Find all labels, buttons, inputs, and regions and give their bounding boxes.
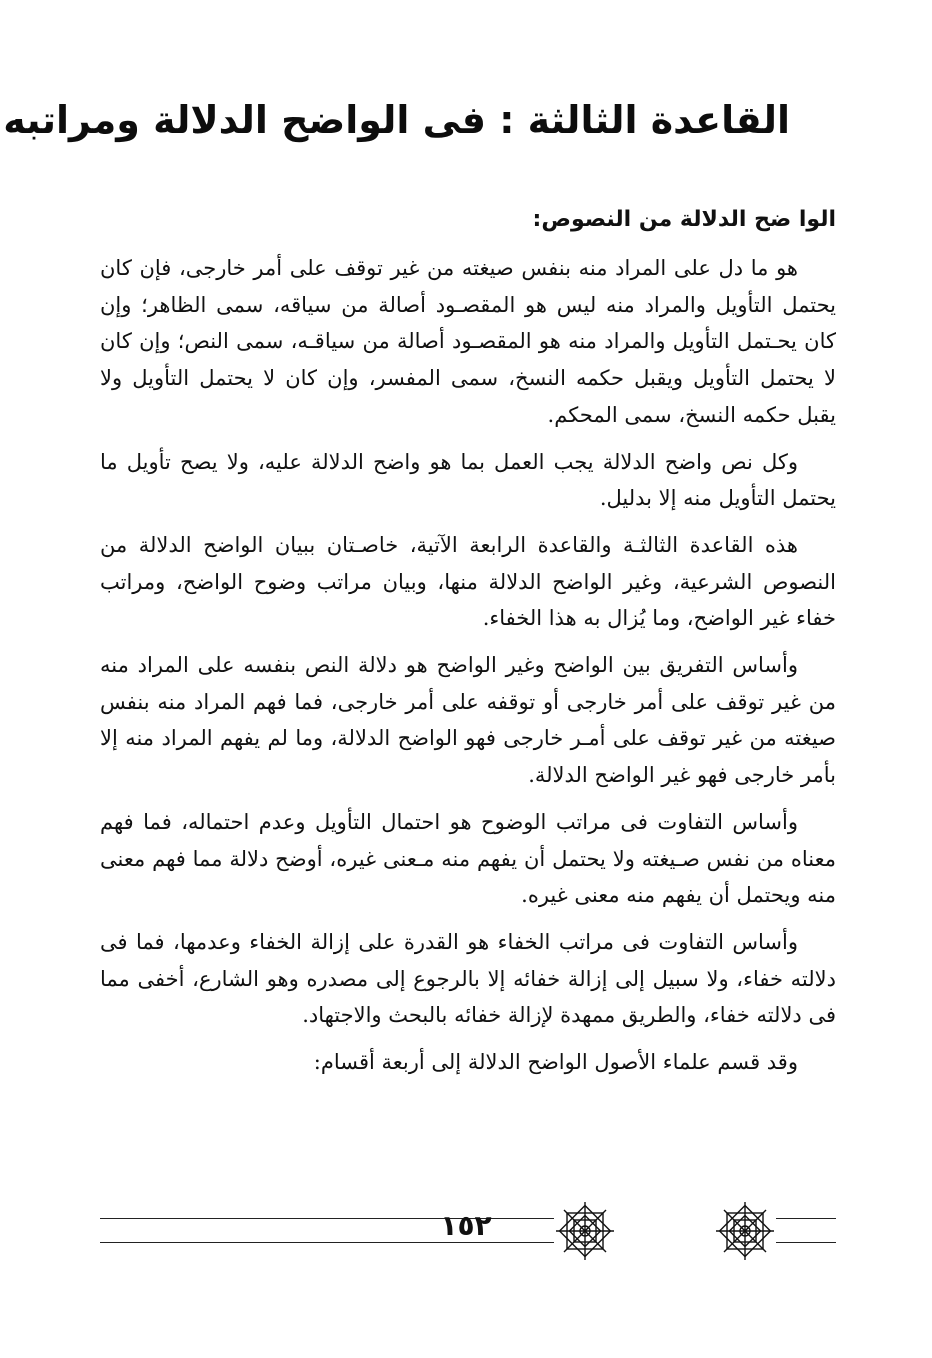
page-footer: [96, 1196, 838, 1256]
footer-rule-right-bottom: [776, 1242, 836, 1243]
eight-point-star-ornament-icon: [554, 1200, 616, 1262]
footer-rule-left-bottom: [100, 1242, 554, 1243]
section-subheading: الوا ضح الدلالة من النصوص:: [532, 207, 836, 232]
chapter-title: القاعدة الثالثة : فى الواضح الدلالة ومراتبه: [3, 98, 790, 142]
paragraph-5: وأساس التفاوت فى مراتب الوضوح هو احتمال التأويل وعدم احتماله، فما فهم معناه من نفس صـيغته ولا يحتمل أن يفهم منه مـعنى غيره، أوضح دلالة مما فهم معنى منه ويحتمل أن يفهم منه معنى غيره.: [100, 809, 836, 908]
eight-point-star-ornament-icon: [714, 1200, 776, 1262]
paragraph-6: وأساس التفاوت فى مراتب الخفاء هو القدرة على إزالة الخفاء وعدمها، فما فى دلالته خفاء، ولا سبيل إلى إزالة خفائه إلا بالرجوع إلى مصدره وهو الشارع، أخفى مما فى دلالته خفاء، والطريق ممهدة لإزالة خفائه بالبحث والاجتهاد.: [100, 929, 836, 1028]
page-number: ١٥٢: [440, 1209, 492, 1242]
paragraph-2: وكل نص واضح الدلالة يجب العمل بما هو واضح الدلالة عليه، ولا يصح تأويل ما يحتمل التأويل منه إلا بدليل.: [100, 449, 836, 511]
paragraph-4: وأساس التفريق بين الواضح وغير الواضح هو دلالة النص بنفسه على المراد منه من غير توقف على أمر خارجى أو توقفه على أمر خارجى، فما فهم المراد منه بنفس صيغته من غير توقف على أمـر خارجى فهو الواضح الدلالة، وما لم يفهم المراد منه إلا بأمر خارجى فهو غير الواضح الدلالة.: [100, 653, 836, 788]
paragraph-3: هذه القاعدة الثالثـة والقاعدة الرابعة الآتية، خاصـتان ببيان الواضح الدلالة من النصوص الشرعية، وغير الواضح الدلالة منها، وبيان مراتب وضوح الواضح، ومراتب خفاء غير الواضح، وما يُزال به هذا الخفاء.: [100, 532, 836, 631]
paragraph-1: هو ما دل على المراد منه بنفس صيغته من غير توقف على أمر خارجى، فإن كان يحتمل التأويل والمراد منه ليس هو المقصـود أصالة من سياقه، سمى الظاهر؛ وإن كان يحـتمل التأويل والمراد منه هو المقصـود أصالة من سياقـه، سمى النص؛ وإن كان لا يحتمل التأويل ويقبل حكمه النسخ، سمى المفسر، وإن كان لا يحتمل التأويل ولا يقبل حكمه النسخ، سمى المحكم.: [100, 256, 836, 427]
body-text: [100, 198, 836, 1091]
footer-rule-right-top: [776, 1218, 836, 1219]
paragraph-7: وقد قسم علماء الأصول الواضح الدلالة إلى أربعة أقسام:: [313, 1050, 798, 1075]
